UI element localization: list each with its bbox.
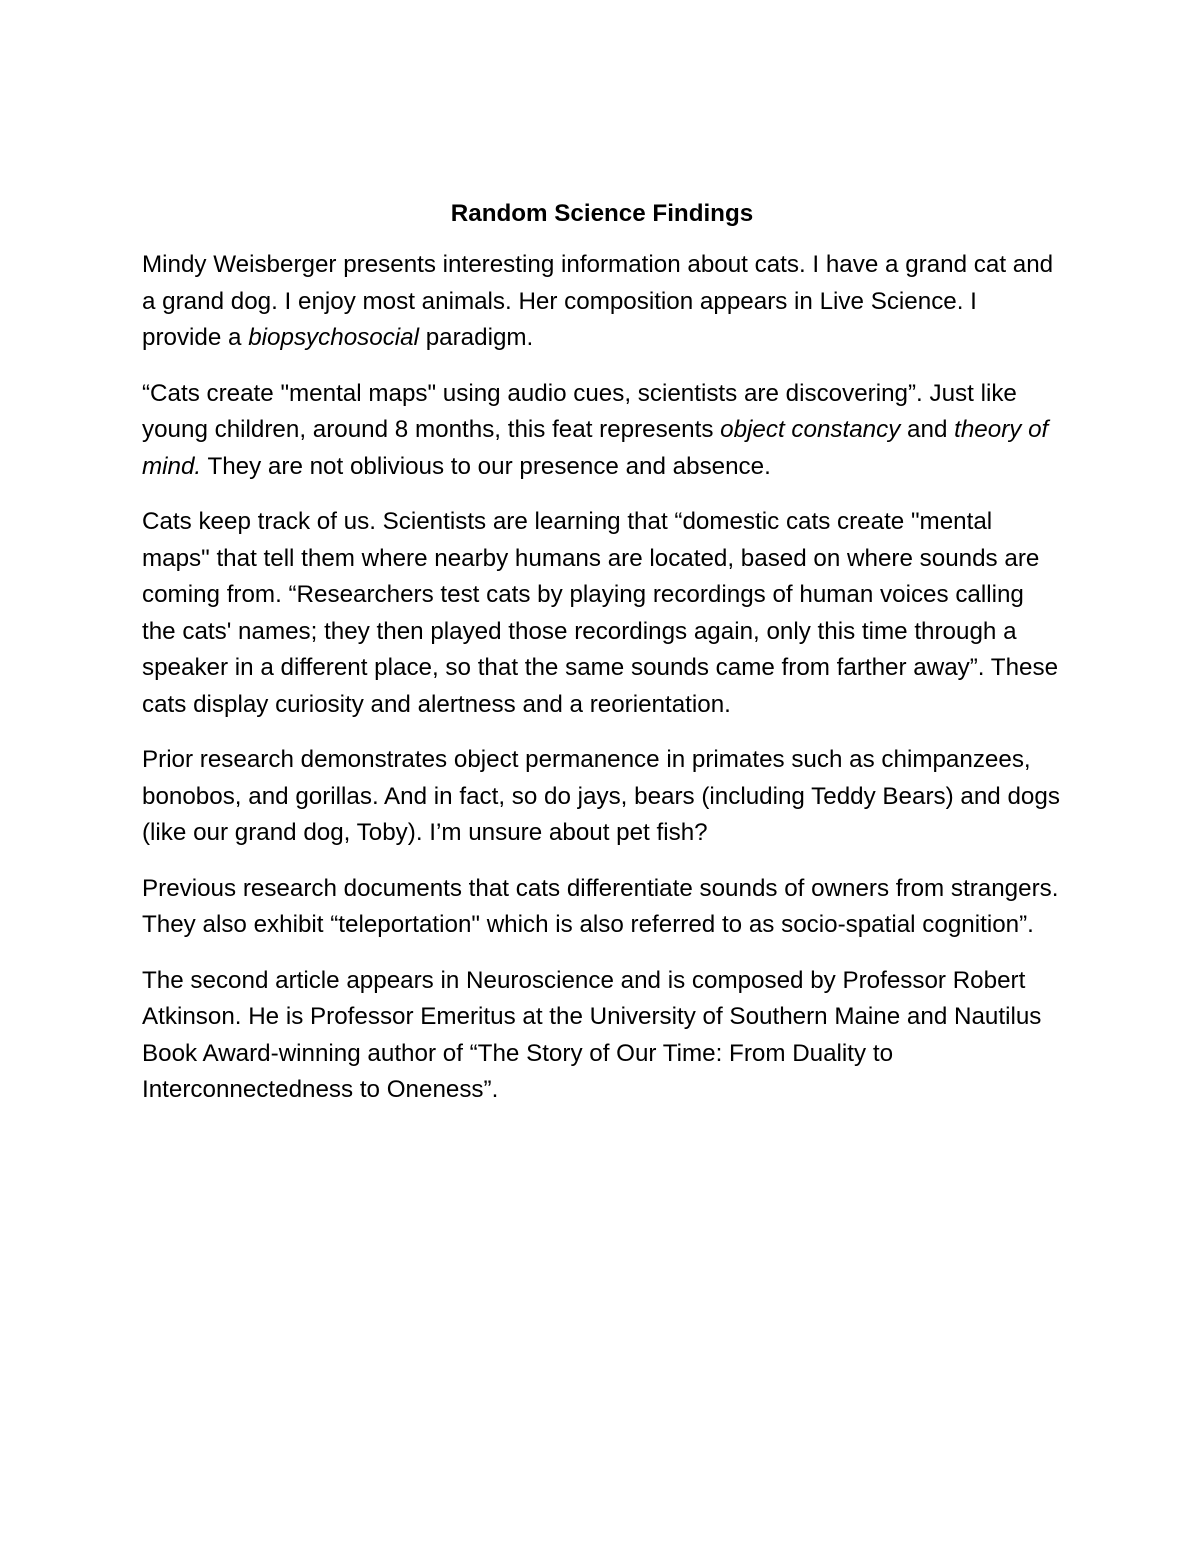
paragraph-5 <box>142 871 1062 944</box>
paragraph-6 <box>142 963 1062 1109</box>
page-title: Random Science Findings <box>450 200 754 227</box>
paragraph-text: Prior research demonstrates object permanence in primates such as chimpanzees, bonobos, and gorillas. And in fact, so do jays, bears (including Teddy Bears) and dogs (like our grand dog, Toby). I’m unsure about pet fish? <box>142 746 1060 846</box>
italic-term: object constancy <box>720 416 901 443</box>
paragraph-text: Mindy Weisberger presents interesting information about cats. I have a grand cat and a grand dog. I enjoy most animals. Her composition appears in Live Science. I provide a <box>142 251 1054 351</box>
paragraph-text: They are not oblivious to our presence and absence. <box>201 452 771 480</box>
italic-term: theory of mind. <box>142 416 1049 480</box>
paragraph-text: “Cats create "mental maps" using audio cues, scientists are discovering”. Just like young children, around 8 months, this feat represents <box>142 379 1017 443</box>
paragraph-2 <box>142 376 1062 486</box>
document-page <box>142 198 1062 1128</box>
paragraph-text: and <box>900 416 955 443</box>
paragraph-4 <box>142 742 1062 852</box>
paragraph-text: Cats keep track of us. Scientists are learning that “domestic cats create "mental maps" that tell them where nearby humans are located, based on where sounds are coming from. “Researchers test cats by playing recordings of human voices calling the cats' names; they then played those recordings again, only this time through a speaker in a different place, so that the same sounds came from farther away”. These cats display curiosity and alertness and a reorientation. <box>142 508 1059 718</box>
paragraph-1 <box>142 247 1062 357</box>
paragraph-text: paradigm. <box>419 324 534 351</box>
italic-term: biopsychosocial <box>248 324 419 351</box>
paragraph-3 <box>142 504 1062 723</box>
paragraph-text: Previous research documents that cats differentiate sounds of owners from strangers. They also exhibit “teleportation" which is also referred to as socio-spatial cognition”. <box>142 874 1059 938</box>
paragraph-text: The second article appears in Neuroscience and is composed by Professor Robert Atkinson. He is Professor Emeritus at the University of Southern Maine and Nautilus Book Award-winning author of “The Story of Our Time: From Duality to Interconnectedness to Oneness”. <box>142 966 1042 1103</box>
